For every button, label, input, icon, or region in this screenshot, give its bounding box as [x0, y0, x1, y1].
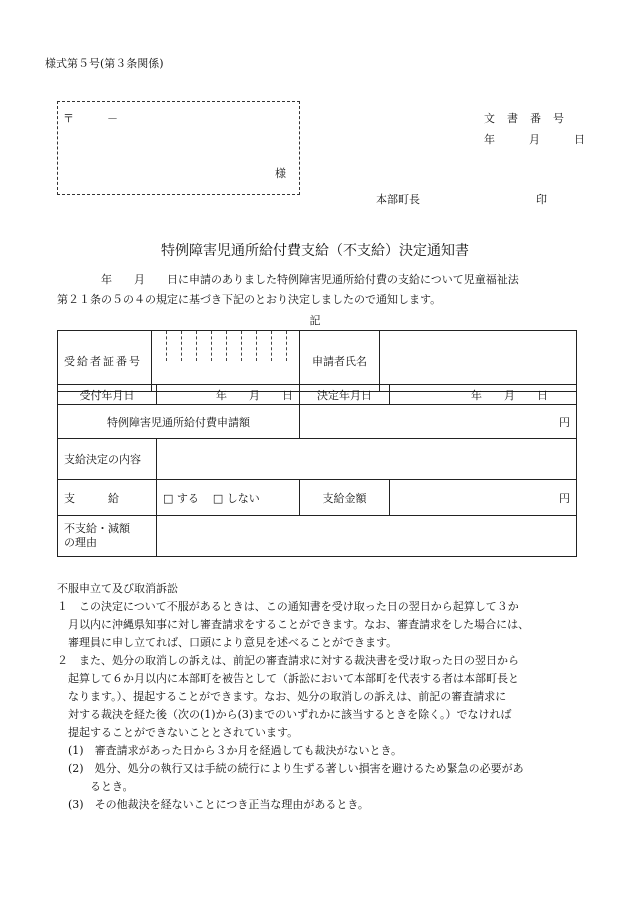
- intro-text: [57, 270, 519, 310]
- notes-line: なります。）、提起することができます。なお、処分の取消しの訴えは、前記の審査請求に: [57, 690, 507, 703]
- notes-line: ２ また、処分の取消しの訴えは、前記の審査請求に対する裁決書を受け取った日の翌日から: [57, 654, 519, 667]
- applicant-name-field[interactable]: [380, 331, 577, 392]
- notes-line: 審理員に申し立てれば、口頭により意見を述べることができます。: [57, 636, 398, 649]
- payment-options: [157, 480, 300, 516]
- reason-label-line: 不支給・減額: [64, 522, 130, 535]
- intro-line: 年 月 日に申請のありました特例障害児通所給付費の支給について児童福祉法: [57, 273, 519, 286]
- applicant-name-label: 申請者氏名: [300, 331, 380, 392]
- form-label: 様式第５号(第３条関係): [45, 57, 164, 70]
- notes-line: 月以内に沖縄県知事に対し審査請求をすることができます。なお、審査請求をした場合には、: [57, 618, 530, 631]
- ki-heading: 記: [309, 314, 321, 327]
- decision-content-label: 支給決定の内容: [58, 439, 157, 480]
- reason-label-line: の理由: [64, 536, 97, 549]
- option-yes-checkbox[interactable]: □ する: [163, 491, 199, 505]
- decision-date-field[interactable]: 年 月 日: [390, 385, 577, 405]
- payment-label: 支 給: [58, 480, 157, 516]
- reason-field[interactable]: [157, 516, 577, 557]
- honorific-sama: 様: [275, 167, 286, 180]
- recipient-table: [57, 330, 577, 392]
- intro-line: 第２１条の５の４の規定に基づき下記のとおり決定しましたので通知します。: [57, 293, 442, 306]
- notes-line: 対する裁決を経た後（次の(1)から(3)までのいずれかに該当するときを除く。）でなければ: [57, 708, 512, 721]
- appeal-notes: [57, 580, 529, 814]
- postal-code-label: 〒 －: [63, 112, 118, 125]
- decision-table: [57, 384, 577, 557]
- document-number-label: 文書番号: [484, 112, 576, 125]
- issuer-name: 本部町長: [376, 193, 420, 206]
- amount-field[interactable]: [300, 405, 577, 439]
- payment-amount-field[interactable]: [390, 480, 577, 516]
- recipient-number-label: 受給者証番号: [58, 331, 152, 392]
- notes-line: 提起することができないこととされています。: [57, 726, 299, 739]
- notes-line: (3) その他裁決を経ないことにつき正当な理由があるとき。: [57, 798, 369, 811]
- notes-line: １ この決定について不服があるときは、この通知書を受け取った日の翌日から起算して３か: [57, 600, 519, 613]
- notes-line: るとき。: [57, 780, 134, 793]
- yen-unit: 円: [559, 491, 570, 505]
- option-no-checkbox[interactable]: □ しない: [212, 491, 260, 505]
- decision-date-label: 決定年月日: [300, 385, 390, 405]
- notes-line: (1) 審査請求があった日から３か月を経過しても裁決がないとき。: [57, 744, 403, 757]
- recipient-number-field[interactable]: [152, 331, 300, 392]
- payment-amount-label: 支給金額: [300, 480, 390, 516]
- receipt-date-field[interactable]: 年 月 日: [157, 385, 300, 405]
- issue-date: 年 月 日: [484, 133, 589, 146]
- page-title: 特例障害児通所給付費支給（不支給）決定通知書: [161, 243, 469, 259]
- decision-content-field[interactable]: [157, 439, 577, 480]
- yen-unit: 円: [559, 415, 570, 429]
- receipt-date-label: 受付年月日: [58, 385, 157, 405]
- seal-mark: 印: [536, 193, 547, 206]
- reason-label: [58, 516, 157, 557]
- notes-line: (2) 処分、処分の執行又は手続の続行により生ずる著しい損害を避けるため緊急の必要があ: [57, 762, 524, 775]
- notes-heading: 不服申立て及び取消訴訟: [57, 582, 178, 595]
- amount-label: 特例障害児通所給付費申請額: [58, 405, 300, 439]
- notes-line: 起算して６か月以内に本部町を被告として（訴訟において本部町を代表する者は本部町長と: [57, 672, 519, 685]
